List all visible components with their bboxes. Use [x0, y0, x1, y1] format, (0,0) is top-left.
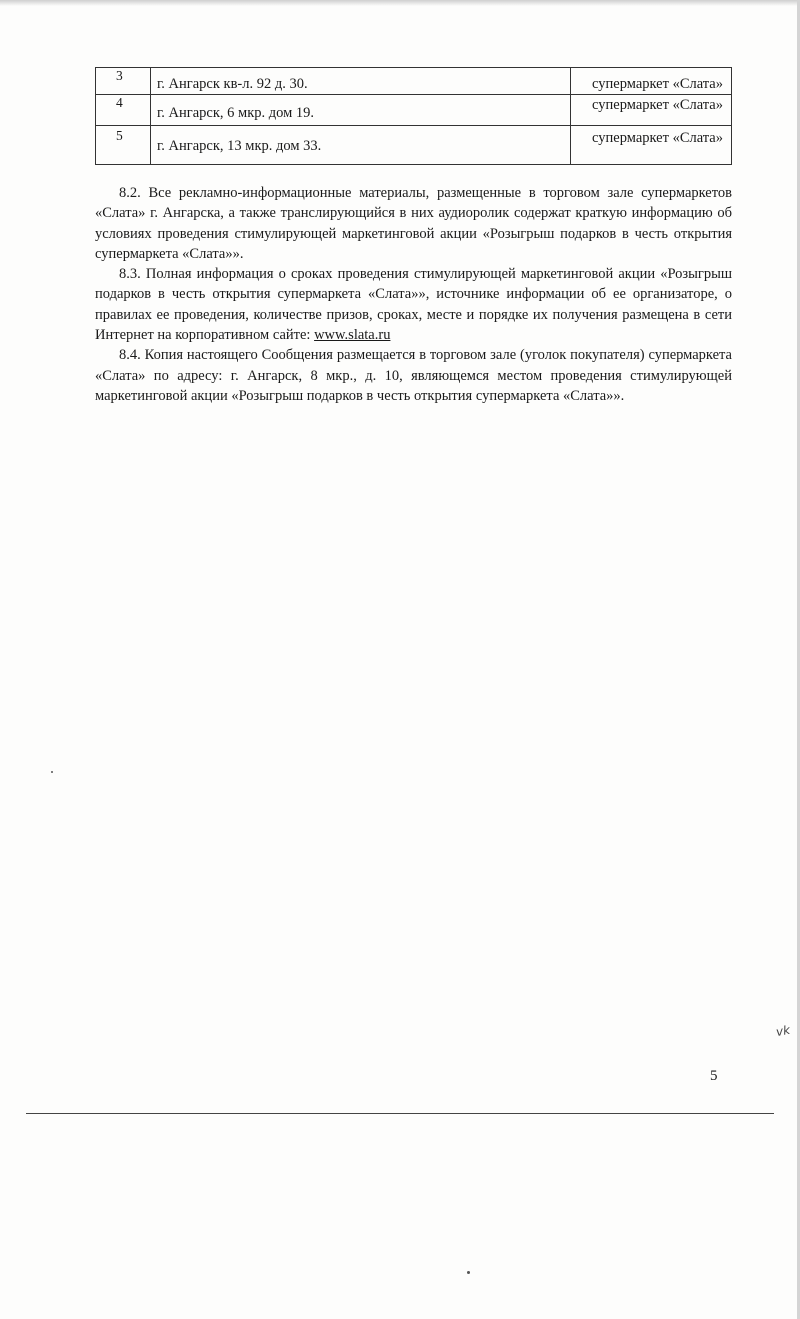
table-row — [96, 95, 732, 126]
paragraph-8-2: 8.2. Все рекламно-информационные материалы, размещенные в торговом зале супермаркетов «Слата» г. Ангарска, а также транслирующийся в них аудиоролик содержат краткую информацию об условиях проведения стимулирующей маркетинговой акции «Розыгрыш подарков в честь открытия супермаркета «Слата»». — [95, 185, 732, 262]
store-name: супермаркет «Слата» — [571, 95, 732, 126]
scan-top-edge — [0, 0, 800, 6]
corporate-site-link[interactable]: www.slata.ru — [314, 327, 391, 344]
handwritten-mark: vk — [774, 1022, 792, 1040]
row-number: 5 — [96, 126, 151, 165]
page-number: 5 — [710, 1068, 718, 1084]
store-address-table — [95, 67, 732, 165]
store-address: г. Ангарск, 13 мкр. дом 33. — [151, 126, 571, 165]
table-row — [96, 68, 732, 95]
paragraph-8-3 — [95, 264, 732, 345]
table-row — [96, 126, 732, 165]
scan-speck — [467, 1271, 470, 1274]
scan-speck — [51, 771, 53, 773]
store-address: г. Ангарск кв-л. 92 д. 30. — [151, 68, 571, 95]
store-name: супермаркет «Слата» — [571, 68, 732, 95]
paragraph-8-3-text: 8.3. Полная информация о сроках проведения стимулирующей маркетинговой акции «Розыгрыш подарков в честь открытия супермаркета «Слата»», источнике информации об ее организаторе, о правилах ее проведения, количестве призов, сроках, месте и порядке их получения размещена в сети Интернет на корпоративном сайте: — [95, 266, 732, 344]
row-number: 3 — [96, 68, 151, 95]
paragraph-8-4: 8.4. Копия настоящего Сообщения размещается в торговом зале (уголок покупателя) супермаркета «Слата» по адресу: г. Ангарск, 8 мкр., д. 10, являющемся местом проведения стимулирующей маркетинговой акции «Розыгрыш подарков в честь открытия супермаркета «Слата»». — [95, 347, 732, 404]
footer-divider — [26, 1113, 774, 1114]
store-address: г. Ангарск, 6 мкр. дом 19. — [151, 95, 571, 126]
store-name: супермаркет «Слата» — [571, 126, 732, 165]
row-number: 4 — [96, 95, 151, 126]
document-body — [95, 183, 732, 406]
